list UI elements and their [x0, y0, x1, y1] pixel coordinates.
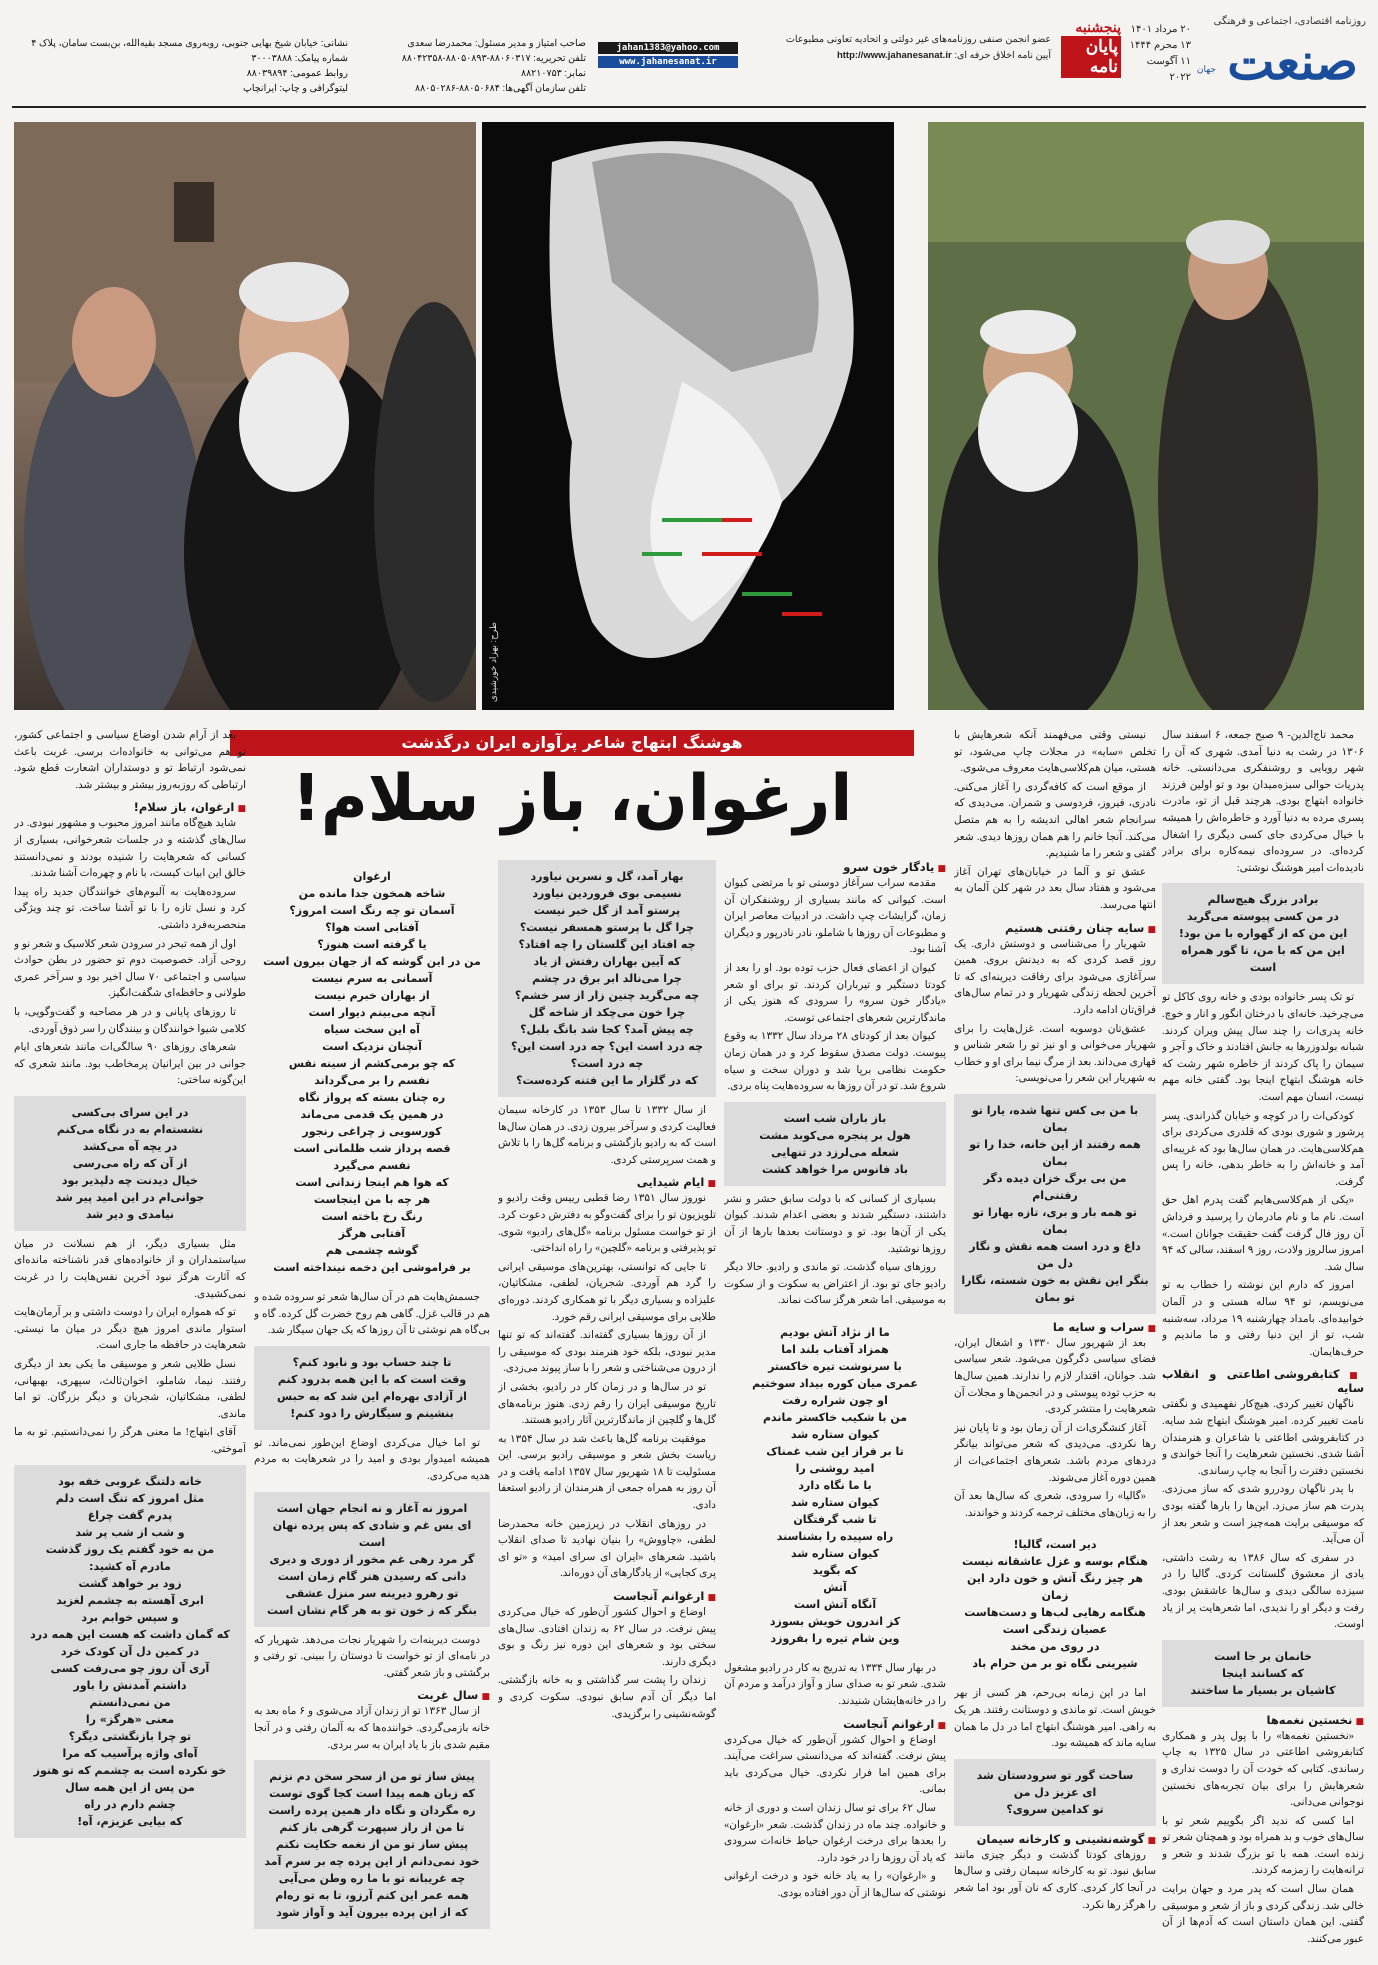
poem-line: که گمان داشت که هست این همه درد	[30, 1627, 230, 1641]
poem-line: در همین یک قدمی می‌ماند	[300, 1108, 444, 1121]
paragraph: بعد از شهریور سال ۱۳۳۰ و اشغال ایران، فضای سیاسی دگرگون می‌شود. شعر سیاسی شد. جوانان، اقتدار لازم را ندارند. همین سال‌ها به حزب توده پیوستی و در انجمن‌ها و مجلات آن شعرهایت را منتشر کردی.	[954, 1337, 1156, 1416]
poem-line: هنگام بوسه و غزل عاشقانه نیست	[962, 1555, 1148, 1569]
paragraph: اما در این زمانه بی‌رحم، هر کسی از بهر خویش است. تو ماندی و دوستانت رفتند. هر یک به راهی. امیر هوشنگ ابتهاج اما در دل ما همان سایه ماند که همیشه بود.	[954, 1688, 1156, 1750]
subheading: ■ ارغوانم آنجاست	[724, 1717, 946, 1731]
subheading: ■ سال غربت	[254, 1688, 490, 1702]
poem-line: یا گرفته است هنوز؟	[317, 938, 427, 951]
poem-line: آنچنان نزدیک است	[322, 1040, 422, 1053]
paragraph: اوضاع و احوال کشور آن‌طور که خیال می‌کردی پیش نرفت. در سال ۶۲ به زندان افتادی. سال‌های سختی بود و شعرهای این دوره نیز رنگ و بوی دیگری دارند.	[498, 1607, 716, 1668]
date-hijri: ۱۳ محرم ۱۴۴۴	[1129, 40, 1191, 51]
poem-line: هول بر پنجره می‌کوبد مشت	[759, 1128, 911, 1142]
poem-line: جوانی‌ام در این امید پیر شد	[55, 1190, 205, 1204]
poem-line: که کسانند اینجا	[1222, 1666, 1304, 1680]
paragraph: عشق تو و آلما در خیابان‌های تهران آغاز می‌شود و هفتاد سال بعد در شهر کلن آلمان به انتها می‌رسد.	[954, 866, 1156, 911]
paragraph: مثل بسیاری دیگر، از هم نسلانت در میان سیاستمداران و از خانواده‌های قدر ناشناخته مانده‌ای که آثارت هرگز نبود آخرین نفس‌هایت را در غربت نمی‌کشیدی.	[14, 1238, 246, 1300]
poem-line: عصیان زندگی است	[1002, 1623, 1108, 1637]
paragraph: کیوان بعد از کودتای ۲۸ مرداد سال ۱۳۳۲ به وقوع پیوست. دولت مصدق سقوط کرد و در همان زمان حکومت نظامی برپا شد و دوران سخت و سیاه شروع شد. تو در آن روزها به سروده‌هایت پناه بردی.	[724, 1031, 946, 1093]
poem-line: خود نمی‌دانم از این پرده چه بر سرم آمد	[264, 1855, 480, 1869]
poem-line: آنگاه آتش است	[793, 1597, 877, 1611]
poem-line: من پس از این همه سال	[65, 1780, 195, 1794]
paragraph: زندان را پشت سر گذاشتی و به خانه بازگشتی. اما دیگر آن آدم سابق نبودی. سکوت کردی و گوشه‌نشینی را برگزیدی.	[498, 1675, 716, 1720]
poem-line: وین شام تیره را بفروزد	[770, 1631, 900, 1645]
poem-line: من بی برگ خزان دیده دگر رفتنی‌ام	[983, 1171, 1127, 1202]
staff-info	[356, 36, 586, 96]
poem-line: آسمانی به سرم نیست	[311, 972, 433, 985]
poem-line: پیش ساز تو من از نغمه حکایت نکنم	[275, 1838, 469, 1852]
paragraph: شاید هیچ‌گاه مانند امروز محبوب و مشهور نبودی. در سال‌های گذشته و در جلسات شعرخوانی، بسیاری از کسانی که شعرهایت را شنیده بودند و نمی‌دانستند خالق این ابیات کیست، با نام و چهره‌ات آشنا شدند.	[14, 818, 246, 880]
poem-line: همزاد آفتاب بلند اما	[781, 1342, 889, 1356]
paragraph: آغاز کنشگری‌ات از آن زمان بود و تا پایان نیز رها نکردی. می‌دیدی که شعر می‌تواند بیانگر دردهای مردم باشد. شعرهای اجتماعی‌ات از همین دوره آغاز می‌شوند.	[954, 1422, 1156, 1484]
poem-line: کورسویی ز چراغی رنجور	[302, 1125, 442, 1138]
paragraph: دوست دیرینه‌ات را شهریار نجات می‌دهد. شهریار که در نامه‌ای از تو خواست تا دوستان را ببینی. تو رفتی و برگشتی و باز شعر گفتی.	[254, 1634, 490, 1679]
poem-line: ای بس غم و شادی که پس پرده نهان است	[272, 1518, 472, 1549]
poem-line: امروز نه آغاز و نه انجام جهان است	[276, 1501, 468, 1515]
poem-line: شعله می‌لرزد در تنهایی	[771, 1145, 899, 1159]
poem-line: که هوا هم اینجا زندانی است	[295, 1176, 449, 1189]
paragraph: روزهای کودتا گذشت و دیگر چیزی مانند سابق نبود. تو به کارخانه سیمان رفتی و سال‌ها در آنجا کار کردی. کاری که نان آور بود اما شعر را هرگز رها نکرد.	[954, 1849, 1156, 1911]
article-column-2	[954, 728, 1156, 1953]
paragraph: در بهار سال ۱۳۳۴ به تدریج به کار در رادیو مشغول شدی. شعر تو به صدای ساز و آواز درآمد و مردم آن را در خانه‌هایشان شنیدند.	[724, 1662, 946, 1708]
poem-line: تا چند حساب بود و نابود کنم؟	[292, 1355, 452, 1369]
poem-line: در یچه آه می‌کشد	[82, 1139, 178, 1153]
paragraph: تو اما خیال می‌کردی اوضاع این‌طور نمی‌ماند. تو همیشه امیدوار بودی و امید را در شعرهایت به مردم هدیه می‌کردی.	[254, 1437, 490, 1482]
date-gregorian: ۱۱ آگوست ۲۰۲۲	[1146, 56, 1191, 83]
poem-line: کز اندرون خویش بسوزد	[769, 1614, 901, 1628]
poem-line: که بگوید	[812, 1563, 858, 1577]
poem-line: زود بر خواهد گشت	[78, 1576, 182, 1590]
paragraph: کیوان از اعضای فعال حزب توده بود. او را بعد از کودتا دستگیر و تیرباران کردند. تو برای او شعر «یادگار خون سرو» را سرودی که هنوز یکی از ماندگارترین شعرهای اجتماعی توست.	[724, 962, 946, 1024]
paragraph: نسل طلایی شعر و موسیقی ما یکی بعد از دیگری رفتند. نیما، شاملو، اخوان‌ثالث، سپهری، بهبهانی، لطفی، مشکاتیان، شجریان و دیگر بزرگان. تو اما ماندی.	[14, 1359, 246, 1420]
subheading: ■ سایه چنان رفتنی هستیم	[954, 921, 1156, 935]
paragraph: اول از همه تبحر در سرودن شعر کلاسیک و شعر نو و روحی آزاد. خصوصیت دوم تو حضور در بطن حوادث سیاسی و اجتماعی ۷۰ سال اخیر بود و سرآخر عمری طولانی و حافظه‌ای شگفت‌انگیز.	[14, 938, 246, 1000]
poem-line: چه می‌گرید چنین زار از سر خشم؟	[514, 989, 700, 1002]
poem-line: آه این سخت سیاه	[324, 1023, 420, 1036]
paragraph: نوروز سال ۱۳۵۱ رضا قطبی رییس وقت رادیو و تلویزیون تو را برای گفت‌وگو به دفترش دعوت کرد. از تو خواست مسئول برنامه «گل‌های رادیو» شوی. تو پذیرفتی و برنامه «گلچین» را راه انداختی.	[498, 1193, 716, 1255]
site-link[interactable]: www.jahanesanat.ir	[598, 56, 738, 68]
poem-line: در من کسی پیوسته می‌گرید	[1187, 910, 1339, 924]
poem-line: بنگر این نقش به خون شسته، نگارا تو بمان	[961, 1273, 1149, 1304]
staff-line: صاحب امتیاز و مدیر مسئول: محمدرضا سعدی	[407, 38, 586, 49]
poem-line: شاخه همخون جدا مانده من	[298, 887, 446, 900]
paragraph: از سال ۱۳۶۳ تو از زندان آزاد می‌شوی و ۶ ماه بعد به خانه بازمی‌گردی. خواننده‌ها که به آلمان رفتی و در آنجا مقیم شدی باز با یاد ایران به سر بردی.	[254, 1706, 490, 1751]
poem-line: باد فانوس مرا خواهد کشت	[762, 1162, 908, 1176]
poem-line: چه غریبانه تو با ما ره وطن می‌آیی	[278, 1872, 466, 1886]
subheading: ■ ارغوان، باز سلام!	[14, 800, 246, 814]
poem-line: کیوان ستاره شد	[790, 1546, 880, 1560]
poem-line: تا شب گرفتگان	[793, 1512, 877, 1526]
poem-line: ره چنان بسته که پرواز نگاه	[298, 1091, 446, 1104]
badge-day: پنجشنبه	[1075, 20, 1121, 36]
poem-box	[254, 1346, 490, 1430]
poem-line: آه‌ای واژه پرآسیب که مرا	[62, 1746, 198, 1760]
paragraph: اوضاع و احوال کشور آن‌طور که خیال می‌کردی پیش نرفت. گفته‌اند که می‌دانستی سراغت می‌آیند. برای همین اما فرار نکردی. خیال می‌کردی باید بمانی.	[724, 1734, 946, 1796]
paragraph: تو که همواره ایران را دوست داشتی و بر آرمان‌هایت استوار ماندی امروز هیچ دیگر در میان ما نیستی. شعرهایت در حافظه ما جاری است.	[14, 1307, 246, 1352]
poem-line: دانی که رسیدن هنر گام زمان است	[277, 1569, 467, 1583]
staff-line: تلفن سازمان آگهی‌ها: ۸۸۰۵۰۶۸۴-۸۸۰۵۰۲۸۶	[415, 83, 586, 94]
brand-prefix: جهان	[1196, 64, 1216, 74]
address-info	[12, 36, 348, 96]
poem-line: که چو برمی‌کشم از سینه نفس	[288, 1057, 456, 1070]
poem-line: نیامدی و دیر شد	[85, 1207, 175, 1221]
paragraph: از موقع است که کافه‌گردی را آغاز می‌کنی. نادری، فیروز، فردوسی و شمران. می‌دیدی که سرانجام شعر اهالی اندیشه را به هم متصل می‌کند. آنجا خانم را هم همان روزها دیدی. شعر گفتی و شعر را ما شنیدیم.	[954, 781, 1156, 860]
poem-line: بهار آمد، گل و نسرین نیاورد	[530, 870, 684, 883]
poem-line: آری آن روز چو می‌رفت کسی	[50, 1661, 210, 1675]
website-link[interactable]: http://www.jahanesanat.ir	[836, 50, 952, 61]
photo-illustration	[14, 122, 476, 710]
poem-line: از بهاران خبرم نیست	[314, 989, 430, 1002]
poem-line: داغ و درد است همه نقش و نگار دل من	[969, 1239, 1141, 1270]
poem-line: نسیمی بوی فروردین نیاورد	[532, 887, 682, 900]
poem-line: خو نکرده است به چشمم که تو هنوز	[33, 1763, 227, 1777]
poem-box	[1162, 1640, 1364, 1707]
article-column-4	[498, 854, 716, 1954]
poem-line: این من که با من، تا گور همراه است	[1181, 944, 1345, 975]
poem-box	[254, 1492, 490, 1627]
poem-line: این من که از گهواره با من بود!	[1178, 927, 1348, 941]
headline-title: ارغوان، باز سلام!	[291, 762, 853, 836]
address-line: شماره پیامک: ۳۰۰۰۳۸۸۸	[251, 53, 348, 64]
paragraph: کودکی‌ات را در کوچه و خیابان گذراندی. پسر پرشور و شوری بودی که قلدری می‌کردی برای هم‌کلاسی‌هایت. در همان سال‌ها بود که غریبه‌ای آمد و خانه‌اش را به خاطر بدهی، خانه را پس گرفت.	[1162, 1110, 1364, 1188]
date-persian: ۲۰ مرداد ۱۴۰۱	[1130, 24, 1191, 35]
member-text: عضو انجمن صنفی روزنامه‌های غیر دولتی و اتحادیه تعاونی مطبوعات	[785, 34, 1051, 45]
poem-line: چشم دارم در راه	[84, 1797, 176, 1811]
paragraph: محمد تاج‌الدین- ۹ صبح جمعه، ۶ اسفند سال ۱۳۰۶ در رشت به دنیا آمدی. شهری که آن را شهر رویایی و روشنفکری می‌دانستی. خانه پدریات حوالی سبزه‌میدان بود و تو اولین فرزند خانواده ابتهاج بودی. هرچند قبل از تو، مادرت پسری مرده به دنیا آورد و خاطره‌اش را همیشه با خیال می‌کردی جای کسی دیگری را اشغال کرده‌ای. در سروده‌ای نیمه‌کاره برای برادر نادیده‌ات امیر هوشنگ نوشتی:	[1162, 730, 1364, 874]
poem-box	[954, 1528, 1156, 1680]
paragraph: جسمش‌هایت هم در آن سال‌ها شعر تو سروده شده و هم در قالب غزل. گاهی هم روح خضرت گل کرده. گاه و بی‌گاه هم نوشتی تا آن روزها که یک جهان سیگار شد.	[254, 1292, 490, 1337]
poem-line: خانمان بر جا است	[1214, 1649, 1312, 1663]
poem-line: آنچه می‌بینم دیوار است	[308, 1006, 436, 1019]
poem-line: کاشیان بر بسیار ما ساختند	[1190, 1683, 1336, 1697]
poem-line: در این سرای بی‌کسی	[71, 1105, 189, 1119]
photo-ebtehaj-shajarian	[14, 122, 476, 710]
paragraph: روزهای سیاه گذشت. تو ماندی و رادیو. حالا دیگر رادیو جای تو بود. از اعتراض به سکوت و از سکوت به موسیقی. اما شعر هرگز ساکت نماند.	[724, 1262, 946, 1307]
poem-line: چرا گل با پرستو همسفر نیست؟	[519, 921, 695, 934]
poem-line: هنگامه رهایی لب‌ها و دست‌هاست	[964, 1606, 1146, 1620]
poem-line: ساحت گور تو سرودستان شد	[976, 1768, 1134, 1782]
poem-line: آتش	[823, 1580, 847, 1594]
poem-line: تو رهرو دیرینه سر منزل عشقی	[285, 1586, 459, 1600]
article-column-3	[724, 854, 946, 1954]
poem-box	[14, 1465, 246, 1838]
brand-name: صنعت	[1227, 32, 1358, 91]
poem-line: من نمی‌دانستم	[89, 1695, 171, 1709]
portrait-illustration	[482, 122, 894, 710]
member-sub: آیین نامه اخلاق حرفه ای:	[954, 50, 1051, 61]
paragraph: تا جایی که توانستی، بهترین‌های موسیقی ایرانی را گرد هم آوردی. شجریان، لطفی، مشکاتیان، علیزاده و بسیاری دیگر با تو همکاری کردند. دوره‌ای طلایی برای موسیقی ایرانی رقم خورد.	[498, 1261, 716, 1323]
poem-line: ره مگردان و نگاه دار همین پرده راست	[268, 1804, 476, 1818]
poem-line: شیرینی نگاه تو بر من حرام باد	[972, 1657, 1138, 1671]
poem-line: که در گلزار ما این فتنه کرده‌ست؟	[516, 1074, 698, 1087]
paragraph: اما کسی که ندید اگر بگوییم شعر تو با سال‌های خوب و بد همراه بود و همچنان شعر تو زنده است. همه با تو بزرگ شدند و شعر و ترانه‌هایت را زمزمه کردند.	[1162, 1815, 1364, 1877]
poem-box	[498, 860, 716, 1097]
poem-box	[254, 860, 490, 1284]
date-block	[1123, 22, 1191, 86]
paragraph: تو تک پسر خانواده بودی و خانه روی کاکل تو می‌چرخید. خانه‌ای با درختان انگور و انار و خوچ. خانه پدری‌ات را چند سال پیش ویران کردند. شبانه بولدوزرها به جانش افتادند و خاک و آجر و سیمان را پاک کردند از خاطره شهر رشت که خانه هوشنگ ابتهاج اینجا بود. گفتی خانه مهم نیست، انسان مهم است.	[1162, 992, 1364, 1103]
poem-line: ما از نژاد آتش بودیم	[780, 1325, 890, 1339]
poem-line: با من بی کس تنها شده، یارا تو بمان	[971, 1103, 1139, 1134]
paragraph: مقدمه سراب سرآغاز دوستی تو با مرتضی کیوان است. کیوانی که مانند بسیاری از روشنفکران آن زمان، گرایشات چپ داشت. در ادبیات معاصر ایران و مطبوعات آن روزها با شاملو، نادر نادرپور و دیگران آشنا بود.	[724, 878, 946, 956]
poem-line: پیش ساز تو من از سحر سخن دم نزنم	[269, 1770, 475, 1784]
article-column-6	[14, 728, 246, 1953]
subheading: ■ ارغوانم آنجاست	[498, 1589, 716, 1603]
poem-line: بنشینم و سیگارش را دود کنم!	[290, 1406, 454, 1420]
poem-line: کیوان ستاره شد	[790, 1427, 880, 1441]
poem-line: چه درد است؟	[570, 1057, 644, 1070]
paragraph: بعد از آرام شدن اوضاع سیاسی و اجتماعی کشور، تو هم می‌توانی به خانواده‌ات برسی. غربت باعث نمی‌شود ارتباط تو و دوستداران اشعارت قطع شود. ارتباطی که روزبه‌روز بیشتر و بیشتر شد.	[14, 730, 246, 791]
poem-line: هر چیز رنگ آتش و خون دارد این زمان	[967, 1572, 1143, 1603]
poem-box	[1162, 883, 1364, 984]
illustration-credit: طرح: بهزاد خورشیدی	[488, 621, 498, 702]
paragraph: موفقیت برنامه گل‌ها باعث شد در سال ۱۳۵۴ به ریاست بخش شعر و موسیقی رادیو برسی. این مسئولیت تا ۱۸ شهریور سال ۱۳۵۷ ادامه یافت و در آن روز به همراه جمعی از هنرمندان از رادیو استعفا دادی.	[498, 1433, 716, 1512]
poem-line: چه درد است این؟ چه درد است این؟	[510, 1040, 704, 1053]
paragraph: امروز که دارم این نوشته را خطاب به تو می‌نویسم، تو ۹۴ ساله هستی و در آلمان خوابیده‌ای. بامداد چهارشنبه ۱۹ مرداد، سه‌شنبه شب، تو از این دنیا رفتی و ما ماندیم و حرف‌هایمان.	[1162, 1280, 1364, 1358]
poem-line: عمری میان کوره بیداد سوختیم	[752, 1376, 918, 1390]
poem-line: مادرم آه کشید:	[89, 1559, 171, 1573]
paragraph: تو در سال‌ها و در زمان کار در رادیو، بخشی از تاریخ موسیقی ایران را رقم زدی. هنوز برنامه‌های گل‌ها و گلچین از ماندگارترین آثار رادیو هستند.	[498, 1381, 716, 1427]
headline-kicker: هوشنگ ابتهاج شاعر پرآوازه ایران درگذشت	[230, 730, 914, 756]
paragraph: در روزهای انقلاب در زیرزمین خانه محمدرضا لطفی، «چاووش» را بنیان نهادید تا صدای انقلاب باشید. شعرهای «ایران ای سرای امید» و «تو ای پری کجایی» از یادگارهای آن دوره‌اند.	[498, 1518, 716, 1580]
staff-line: نمابر: ۸۸۲۱۰۷۵۳	[520, 68, 586, 79]
poem-line: مثل امروز که تنگ است دلم	[55, 1491, 205, 1505]
poem-line: کیوان ستاره شد	[790, 1495, 880, 1509]
paragraph: سروده‌هایت به آلبوم‌های خوانندگان جدید راه پیدا کرد و نسل تازه را با تو آشنا ساخت. تو چند ویژگی منحصربه‌فرد داشتی.	[14, 886, 246, 931]
membership-info	[751, 32, 1051, 64]
poem-box	[724, 1102, 946, 1186]
poem-line: خیال دیدنت چه دلپذیر بود	[61, 1173, 199, 1187]
photo-illustration	[928, 122, 1364, 710]
poem-line: تا من از راز سپهرت گرهی باز کنم	[279, 1821, 465, 1835]
paragraph: عشق‌تان دوسویه است. غزل‌هایت را برای شهریار می‌خوانی و او نیز تو را شعر شناس و قهاری می‌داند. بعد از مرگ نیما برای او و خطاب به شهریار این شعر را می‌نویسی:	[954, 1023, 1156, 1085]
poem-line: او چون شراره رفت	[782, 1393, 888, 1407]
poem-line: امید روشنی را	[795, 1461, 875, 1475]
poem-line: نفسم می‌گیرد	[333, 1159, 411, 1172]
masthead	[12, 14, 1366, 108]
email-link[interactable]: jahan1383@yahoo.com	[598, 42, 738, 54]
badge-title: پایان نامه	[1061, 36, 1121, 78]
staff-line: تلفن تحریریه: ۸۸۰۶۰۳۱۷-۸۸۰۵۰۸۹۳-۸۸۰۴۲۳۵۸	[401, 53, 586, 64]
paragraph: «نخستین نغمه‌ها» را با پول پدر و همکاری کتابفروشی اطاعتی در سال ۱۳۲۵ به چاپ رساندی. کتابی که خودت آن را دوست نداری و شعرهایش را برای بیان تجربه‌های نخستین نوجوانی می‌دانی.	[1162, 1730, 1364, 1809]
contact-box	[598, 42, 738, 70]
poem-line: معنی «هرگز» را	[85, 1712, 175, 1726]
poem-box	[954, 1759, 1156, 1826]
paragraph: از سال ۱۳۳۲ تا سال ۱۳۵۳ در کارخانه سیمان فعالیت کردی و سرآخر بیرون زدی. در همان سال‌ها است که به رادیو بازگشتی و برنامه گل‌ها را با تلاش و همت سرپرستی کردی.	[498, 1105, 716, 1166]
poem-line: در کمین دل آن کودک خرد	[60, 1644, 200, 1658]
poem-line: همه عمر این کنم آرزو، تا به تو ره‌ام	[275, 1889, 469, 1903]
paragraph: تا روزهای پایانی و در هر مصاحبه و گفت‌وگویی، با کلامی شیوا خوانندگان و بینندگان را سر ذوق آوردی.	[14, 1006, 246, 1035]
subheading: ■ کتابفروشی اطاعتی و انقلاب سایه	[1162, 1367, 1364, 1395]
poem-line: من با شکیب خاکستر ماندم	[762, 1410, 908, 1424]
poem-line: و شب از شب پر شد	[75, 1525, 185, 1539]
poem-line: که آیین بهاران رفتش از یاد	[533, 955, 681, 968]
subheading: ■ یادگار خون سرو	[724, 860, 946, 874]
paragraph: شهریار را می‌شناسی و دوستش داری. یک روز قصد کردی که به دیدنش بروی. همین سرآغازی می‌شود برای رفاقت دیرینه‌ای که تا آخرین لحظه زندگی شهریار و در تمام سال‌های فراق‌تان ادامه دارد.	[954, 938, 1156, 1016]
paragraph: ناگهان تغییر کردی. هیچ‌کار نفهمیدی و نگفتی نامت تغییر کرده. امیر هوشنگ ابتهاج شد سایه. در کتابفروشی اطاعتی با شاعران و هنرمندان آشنا شدی. نخستین شعرهایت را آنجا خواندی و نخستین دفترت را آنجا به چاپ رساندی.	[1162, 1399, 1364, 1477]
poem-line: رنگ رخ باخته است	[321, 1210, 423, 1223]
poem-line: گوشه چشمی هم	[325, 1244, 419, 1257]
poem-line: راه سپیده را بشناسند	[776, 1529, 894, 1543]
poem-line: داشتم آمدنش را باور	[73, 1678, 187, 1692]
poem-line: چه پیش آمد؟ کجا شد بانگ بلبل؟	[520, 1023, 694, 1036]
poem-line: گر مرد رهی غم مخور از دوری و دیری	[269, 1552, 475, 1566]
subheading: ■ سراب و سایه ما	[954, 1320, 1156, 1334]
poem-box	[14, 1096, 246, 1231]
paragraph: شعرهای روزهای ۹۰ سالگی‌ات مانند شعرهای ایام جوانی در بین ایرانیان پرمخاطب بود. مانند شعری که این‌گونه ساختی:	[14, 1042, 246, 1087]
poem-line: ای عزیز دل من	[1013, 1785, 1097, 1799]
poem-line: تا بر فراز این شب غمناک	[766, 1444, 904, 1458]
paragraph: سال ۶۲ برای تو سال زندان است و دوری از خانه و خانواده. چند ماه در زندان گذشت. شعر «ارغوان» را بعدها برای درخت ارغوان حیاط خانه‌ات سرودی که یاد آن روزها را در خود دارد.	[724, 1803, 946, 1864]
poem-line: با سرنوشت تیره خاکستر	[768, 1359, 902, 1373]
article-column-1	[1162, 728, 1364, 1953]
tagline: روزنامه اقتصادی، اجتماعی و فرهنگی	[1213, 16, 1366, 27]
poem-line: که بیایی عزیزم، آه!	[77, 1814, 183, 1828]
poem-line: من در این گوشه که از جهان بیرون است	[263, 955, 481, 968]
poem-line: و سپس خوابم برد	[81, 1610, 179, 1624]
poem-line: با ما نگاه دارد	[798, 1478, 872, 1492]
poem-box	[954, 1094, 1156, 1314]
photo-ebtehaj-garden	[928, 122, 1364, 710]
poem-line: وقت است که با این همه بدرود کنم	[277, 1372, 467, 1386]
paragraph: در سفری که سال ۱۳۸۶ به رشت داشتی، یادی از معشوق گلستانت کردی. گالیا را در سیزده سالگی دیدی و سال‌ها عاشقش بودی. رفت و دیگر او را ندیدی، اما شعرهایت پر از یاد اوست.	[1162, 1552, 1364, 1631]
paragraph: از آن روزها بسیاری گفته‌اند. گفته‌اند که تو تنها مدیر نبودی، بلکه خود هنرمند بودی که موسیقی را از درون می‌شناختی و شعر را با ساز پیوند می‌زدی.	[498, 1330, 716, 1375]
poem-line: که از این پرده بیرون آید و آواز شود	[276, 1906, 468, 1920]
poem-line: چرا خون می‌چکد از شاخه گل	[528, 1006, 686, 1019]
poem-line: ارغوان	[353, 870, 391, 883]
poem-line: تو چرا بازنگشتی دیگر؟	[68, 1729, 192, 1743]
poem-line: باز باران شب است	[783, 1111, 887, 1125]
poem-line: بر فراموشی این دخمه نینداخته است	[273, 1261, 471, 1274]
paragraph: با پدر ناگهان رودررو شدی که ساز می‌زدی. پدرت هم ساز می‌زد. این‌ها را بارها گفته بودی که موسیقی برایت همه‌چیز است و شعر بعد از آن می‌آید.	[1162, 1484, 1364, 1546]
poem-line: آسمان تو چه رنگ است امروز؟	[289, 904, 455, 917]
address-line: روابط عمومی: ۸۸۰۳۹۸۹۴	[246, 68, 348, 79]
poem-line: چه افتاد این گلستان را چه افتاد؟	[518, 938, 696, 951]
paragraph: آقای ابتهاج! ما معنی هرگز را نمی‌دانستیم. تو به ما آموختی.	[14, 1427, 246, 1455]
poem-line: برادر بزرگ هیچ‌سالم	[1207, 893, 1319, 907]
supplement-badge	[1061, 20, 1121, 90]
poem-line: که زبان همه پیدا است کجا گوی توست	[269, 1787, 475, 1801]
poem-line: پدرم گفت چراغ	[87, 1508, 173, 1522]
poem-line: نفسم را بر می‌گرداند	[314, 1074, 430, 1087]
poem-box	[254, 1760, 490, 1929]
article-column-5	[254, 854, 490, 1954]
poem-line: چرا می‌نالد ابر برق در چشم	[532, 972, 682, 985]
poem-line: من به خود گفتم یک روز گذشت	[45, 1542, 215, 1556]
paragraph: بسیاری از کسانی که با دولت سابق حشر و نشر داشتند، دستگیر شدند و بعضی اعدام شدند. کیوان یکی از آن‌ها بود. تو و دوستانت بعدها بارها از آن روزها نوشتید.	[724, 1193, 946, 1255]
poem-line: دیر است، گالیا!	[1013, 1538, 1097, 1552]
poem-box	[724, 1316, 946, 1655]
subheading: ■ گوشه‌نشینی و کارخانه سیمان	[954, 1832, 1156, 1846]
poem-line: در روی من مخند	[1010, 1640, 1100, 1654]
newspaper-logo	[1196, 16, 1366, 96]
paragraph: و «ارغوان» را به یاد خانه خود و درخت ارغوانی نوشتی که سال‌ها از آن دور افتاده بودی.	[724, 1871, 946, 1899]
poem-line: نشسته‌ام به در نگاه می‌کنم	[56, 1122, 204, 1136]
poem-line: خانه دلتنگ غروبی خفه بود	[58, 1474, 202, 1488]
paragraph: نیستی وقتی می‌فهمند آنکه شعرهایش با تخلص «سایه» در مجلات چاپ می‌شود، تو هستی، میان هم‌کلاسی‌هایت معروف می‌شوی.	[954, 730, 1156, 775]
portrait-graphic	[482, 122, 894, 710]
poem-line: آفتابی هرگز	[338, 1227, 406, 1240]
poem-line: بنگر که ز خون تو به هر گام نشان است	[267, 1603, 477, 1617]
paragraph: «گالیا» را سرودی، شعری که سال‌ها بعد آن را به زبان‌های مختلف ترجمه کردند و خواندند.	[954, 1491, 1156, 1519]
address-line: نشانی: خیابان شیخ بهایی جنوبی، روبه‌روی مسجد بقیه‌الله، بن‌بست سامان، پلاک ۴	[31, 38, 348, 49]
subheading: ■ نخستین نغمه‌ها	[1162, 1713, 1364, 1727]
poem-line: تو همه بار و بری، تازه بهارا تو بمان	[973, 1205, 1137, 1236]
poem-line: تو کدامین سروی؟	[1006, 1802, 1104, 1816]
poem-line: ابری آهسته به چشمم لغزید	[56, 1593, 204, 1607]
paragraph: همان سال است که پدر مرد و جهان برایت خالی شد. زندگی کردی و باز از شعر و موسیقی گفتی. این همان داستان است که آدم‌ها از آن عبور می‌کنند.	[1162, 1884, 1364, 1945]
subheading: ■ ایام شیدایی	[498, 1175, 716, 1189]
poem-line: از آن که راه می‌رسی	[72, 1156, 188, 1170]
poem-line: پرستو آمد از گل خبر نیست	[533, 904, 681, 917]
poem-line: هر چه با من اینجاست	[313, 1193, 431, 1206]
poem-line: همه رفتند از این خانه، خدا را تو بمان	[969, 1137, 1141, 1168]
paragraph: «یکی از هم‌کلاسی‌هایم گفت پدرم اهل حق است. نام ما و نام مادرمان را پرسید و فرداش آن روز فال گرفت گفت حقیقت جوانان است.» امروز سالروز ولادت، روز ۹ اسفند، سالی که ۹۴ سال شد.	[1162, 1195, 1364, 1273]
address-line: لیتوگرافی و چاپ: ایرانچاپ	[242, 83, 348, 94]
poem-line: از آزادی بهره‌ام این شد که به حبس	[277, 1389, 467, 1403]
poem-line: آفتابی است هوا؟	[325, 921, 419, 934]
poem-line: قصه پرداز شب ظلمانی است	[293, 1142, 451, 1155]
